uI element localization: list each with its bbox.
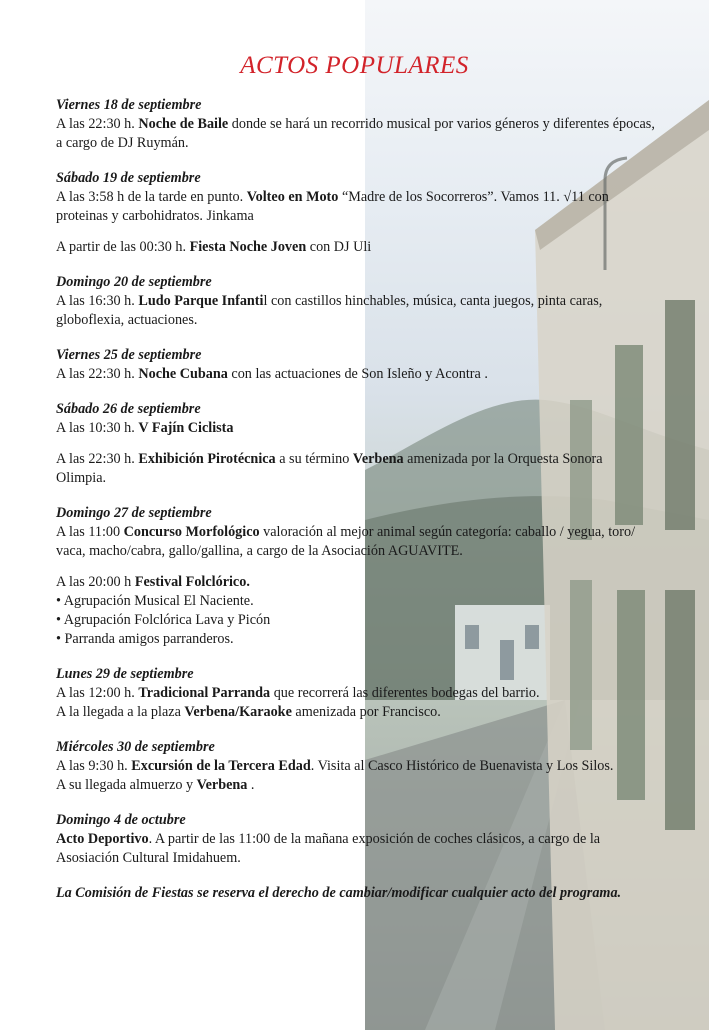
bullet-item: • Agrupación Folclórica Lava y Picón (56, 612, 271, 628)
event-viernes-25 (56, 346, 656, 384)
event-text: A la llegada a la plaza Verbena/Karaoke amenizada por Francisco. (56, 704, 441, 720)
footer-note: La Comisión de Fiestas se reserva el derecho de cambiar/modificar cualquier acto del programa. (56, 885, 622, 901)
event-date: Sábado 26 de septiembre (56, 401, 201, 417)
event-text: A las 22:30 h. Noche de Baile donde se hará un recorrido musical por varios géneros y diferentes épocas, a cargo de DJ Ruymán. (56, 116, 655, 151)
event-date: Domingo 20 de septiembre (56, 274, 212, 290)
event-text: A las 9:30 h. Excursión de la Tercera Edad. Visita al Casco Histórico de Buenavista y Los Silos. (56, 758, 614, 774)
event-text: A las 16:30 h. Ludo Parque Infantil con castillos hinchables, música, canta juegos, pinta caras, globoflexia, actuaciones. (56, 293, 603, 328)
event-date: Lunes 29 de septiembre (56, 666, 194, 682)
event-domingo-4 (56, 811, 656, 868)
events-list (56, 96, 656, 903)
event-text: A su llegada almuerzo y Verbena . (56, 777, 255, 793)
page-title: ACTOS POPULARES (240, 52, 469, 79)
event-text: A las 3:58 h de la tarde en punto. Volteo en Moto “Madre de los Socorreros”. Vamos 11. √11 con proteinas y carbohidratos. Jinkama (56, 189, 609, 224)
event-text: A las 20:00 h Festival Folclórico. (56, 574, 250, 590)
bullet-item: • Agrupación Musical El Naciente. (56, 593, 254, 609)
event-text: A las 10:30 h. V Fajín Ciclista (56, 420, 234, 436)
event-sabado-19 (56, 169, 656, 257)
event-text: A las 12:00 h. Tradicional Parranda que recorrerá las diferentes bodegas del barrio. (56, 685, 540, 701)
event-domingo-20 (56, 273, 656, 330)
event-date: Sábado 19 de septiembre (56, 170, 201, 186)
event-text: A las 22:30 h. Noche Cubana con las actuaciones de Son Isleño y Acontra . (56, 366, 488, 382)
event-text: A las 22:30 h. Exhibición Pirotécnica a su término Verbena amenizada por la Orquesta Sonora Olimpia. (56, 451, 603, 486)
event-lunes-29 (56, 665, 656, 722)
event-miercoles-30 (56, 738, 656, 795)
event-text: A las 11:00 Concurso Morfológico valoración al mejor animal según categoría: caballo / yegua, toro/ vaca, macho/cabra, gallo/gallina, a cargo de la Asociación AGUAVITE. (56, 524, 636, 559)
event-date: Miércoles 30 de septiembre (56, 739, 215, 755)
event-viernes-18 (56, 96, 656, 153)
event-date: Viernes 25 de septiembre (56, 347, 202, 363)
event-domingo-27 (56, 504, 656, 649)
event-date: Domingo 4 de octubre (56, 812, 186, 828)
event-text: A partir de las 00:30 h. Fiesta Noche Joven con DJ Uli (56, 239, 372, 255)
event-date: Domingo 27 de septiembre (56, 505, 212, 521)
event-text: Acto Deportivo. A partir de las 11:00 de la mañana exposición de coches clásicos, a cargo de la Asosiación Cultural Imidahuem. (56, 831, 601, 866)
event-date: Viernes 18 de septiembre (56, 97, 202, 113)
bullet-item: • Parranda amigos parranderos. (56, 631, 234, 647)
event-sabado-26 (56, 400, 656, 488)
